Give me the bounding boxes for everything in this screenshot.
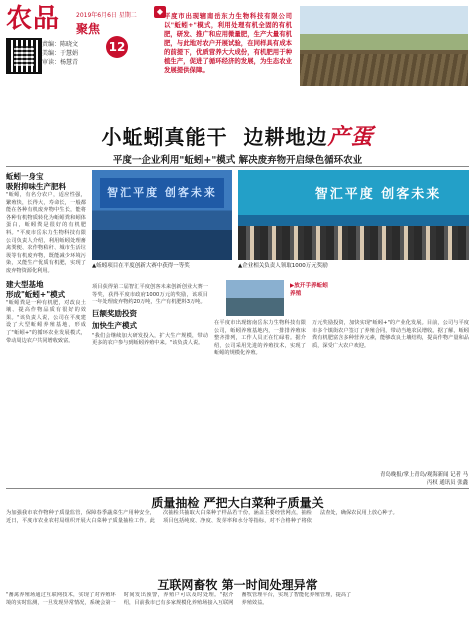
editor-line: 责编：陈晓文 <box>42 41 79 48</box>
middle-column-2 <box>214 320 306 358</box>
divider <box>6 488 469 489</box>
photo-callout: ▶放开手养蚯蚓养殖 <box>290 283 328 297</box>
right-body: 万元奖励投资，加快实现"蚯蚓+"的产业化发展。目前，公司与平度市多个镇街农户签订了养殖合同，带动当地农民增收。据了解，蚯蚓粪有机肥富含多种营养元素，能够改良土壤结构，提高作物产量和品质，深受广大农户欢迎。 <box>312 320 469 349</box>
editor-line: 美编：于慧娟 <box>42 50 79 57</box>
subheadline: 平度一企业利用"蚯蚓+"模式 解决废弃物开启绿色循环农业 <box>112 155 363 166</box>
middle-body3: 在平度市出现辖南岳东力生物科技有限公司，蚯蚓养殖基地内，一排排养殖床整齐排列，工作人员正在忙碌着。据介绍，公司采用先进的养殖技术，实现了蚯蚓的规模化养殖。 <box>214 320 306 357</box>
stage-shape <box>92 230 232 260</box>
photo2-caption: ▲企业相关负责人领取1000万元奖励 <box>238 263 328 269</box>
photo2-banner: 智汇平度 创客未来 <box>314 187 442 202</box>
qr-code-icon <box>6 38 42 74</box>
left-head3: 建大型基地 <box>6 279 44 289</box>
left-head2: 吸附抑味生产肥料 <box>6 182 66 191</box>
left-head1: 蚯蚓一身宝 <box>6 172 44 181</box>
editor-credits <box>42 40 78 67</box>
middle-head1: 巨额奖励投资 <box>92 308 137 318</box>
page-number: 12 <box>106 36 128 58</box>
field-photo <box>300 6 468 86</box>
photo1-caption: ▲蚯蚓项目在平度创新大赛中获得一等奖 <box>92 263 190 269</box>
middle-body2: "我们会继续加大研发投入，扩大生产规模，带动更多的农户参与到蚯蚓养殖中来。"该负责人说。 <box>92 332 208 347</box>
section-name: 聚焦 <box>76 22 101 36</box>
page-headline <box>0 120 475 151</box>
headline-accent: 产蛋 <box>327 124 374 150</box>
divider <box>6 166 469 167</box>
middle-body1: 项目获得第二届智汇平度创客未来创新创业大赛一等奖，获得平度市政府1000万元的奖励，该项目一年处理废弃物约20万吨，生产有机肥料3万吨。 <box>92 284 208 306</box>
headline-part1: 小蚯蚓真能干 <box>101 125 228 149</box>
left-body2: "蚯蚓粪是一种有机肥，对改良土壤、提高作物品质有很好的效果。"该负责人说，公司在平度建设了大型蚯蚓养殖基地，形成了"蚯蚓+"的循环农业发展模式，带动周边农户共同增收致富。 <box>6 299 86 344</box>
byline: 青岛晚报/掌上青岛/观海新闻 记者 马丙权 通讯员 张鑫 <box>380 472 468 486</box>
headline-part2: 边耕地边 <box>243 125 328 149</box>
people-shape <box>238 226 469 260</box>
middle-head2: 加快生产模式 <box>92 320 137 330</box>
middle-column <box>92 284 208 348</box>
top-note: 平度市出现辖南岳东力生物科技有限公司以"蚯蚓+"模式，利用处理有机全固的有机肥，研发、推广和应用微量肥，生产大量有机肥，与此地对农户开展试验，在同样具有成本的前提下，优质营养大大成份，有机肥用于种植生产，促进了循环经济的发展，为生态农业发展提供保障。 <box>164 12 292 74</box>
article3-headline: 互联网畜牧 第一时间处理异常 <box>157 578 318 592</box>
brand-title: 农品 <box>6 4 61 34</box>
photo1-banner: 智汇平度 创客未来 <box>100 178 224 208</box>
left-column <box>6 172 86 345</box>
left-head4: 形成"蚯蚓+"模式 <box>6 289 66 299</box>
left-body1: "蚯蚓，有名分农户，适应性强，繁殖快，长得大，寿命长，一般都能在各种有机废弃物中生长，能将各种有机物质转化为蚯蚓粪和蚓体蛋白，蚯蚓粪是很好的有机肥料。"平度市岳东力生物科技有限公司负责人介绍，利用蚯蚓处理畜禽粪便、农作物秸秆、城市生活垃圾等有机废弃物，既能减少环境污染，又能生产优质有机肥，实现了废弃物资源化利用。 <box>6 192 86 274</box>
masthead <box>6 4 137 114</box>
issue-date: 2019年6月6日 星期二 <box>76 12 137 19</box>
article2-body: 为加强我市农作物种子质量监管，保障春季蔬菜生产用种安全，近日，平度市农业农村局组织开展大白菜种子质量抽检工作。此次抽检共抽取大白菜种子样品若干份，涵盖主要经营网点，抽检项目包括纯度、净度、发芽率和水分等指标，对不合格种子将依法查处，确保农民用上放心种子。 <box>6 510 398 524</box>
article3-body: "畜禽养殖场通过互联网技术，实现了对养殖环境的实时监测，一旦发现异常情况，系统会第一时间发出预警，养殖户可以及时处理。"据介绍，目前我市已有多家规模化养殖场接入互联网畜牧管理平台，实现了智能化养殖管理，提高了养殖效益。 <box>6 592 352 606</box>
farm-photo <box>226 280 284 316</box>
ceremony-photo <box>238 170 469 260</box>
editor-line: 审读：杨慧青 <box>42 59 79 66</box>
right-column <box>312 320 469 350</box>
award-photo <box>92 170 232 260</box>
note-marker-icon: ◆ <box>154 6 166 18</box>
article2-headline: 质量抽检 严把大白菜种子质量关 <box>151 496 324 510</box>
